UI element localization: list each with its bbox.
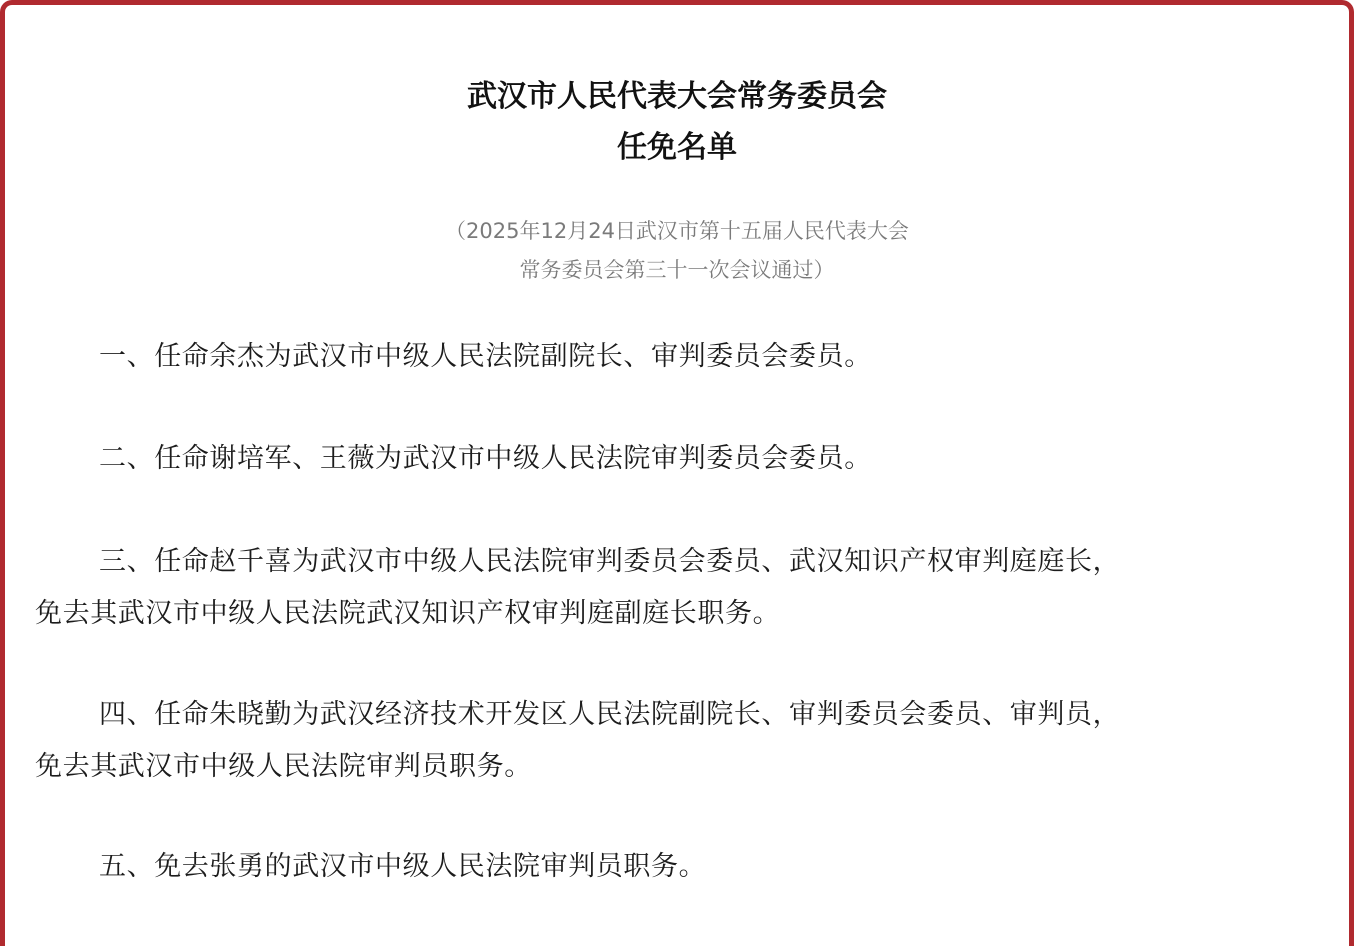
document-subtitle-line1: （2025年12月24日武汉市第十五届人民代表大会 (445, 219, 909, 243)
appointment-item-3-line1: 三、任命赵千喜为武汉市中级人民法院审判委员会委员、武汉知识产权审判庭庭长， (99, 546, 1121, 577)
appointment-item-4 (35, 689, 1319, 793)
appointment-item-1 (35, 331, 1319, 383)
appointment-item-2 (35, 433, 1319, 485)
appointment-item-4-line2: 免去其武汉市中级人民法院审判员职务。 (35, 751, 532, 782)
appointment-item-1-line1: 一、任命余杰为武汉市中级人民法院副院长、审判委员会委员。 (99, 341, 872, 372)
appointment-item-4-line1: 四、任命朱晓勤为武汉经济技术开发区人民法院副院长、审判委员会委员、审判员， (99, 699, 1121, 730)
appointment-item-3 (35, 536, 1319, 640)
appointment-item-3-line2: 免去其武汉市中级人民法院武汉知识产权审判庭副庭长职务。 (35, 598, 781, 629)
document-title-line2: 任免名单 (617, 130, 737, 165)
appointment-item-5-line1: 五、免去张勇的武汉市中级人民法院审判员职务。 (99, 851, 707, 882)
document-body (35, 5, 1319, 946)
document-title-line1: 武汉市人民代表大会常务委员会 (467, 79, 887, 114)
appointment-item-2-line1: 二、任命谢培军、王薇为武汉市中级人民法院审判委员会委员。 (99, 443, 872, 474)
appointment-item-5 (35, 841, 1319, 893)
document-subtitle-line2: 常务委员会第三十一次会议通过） (519, 258, 835, 282)
